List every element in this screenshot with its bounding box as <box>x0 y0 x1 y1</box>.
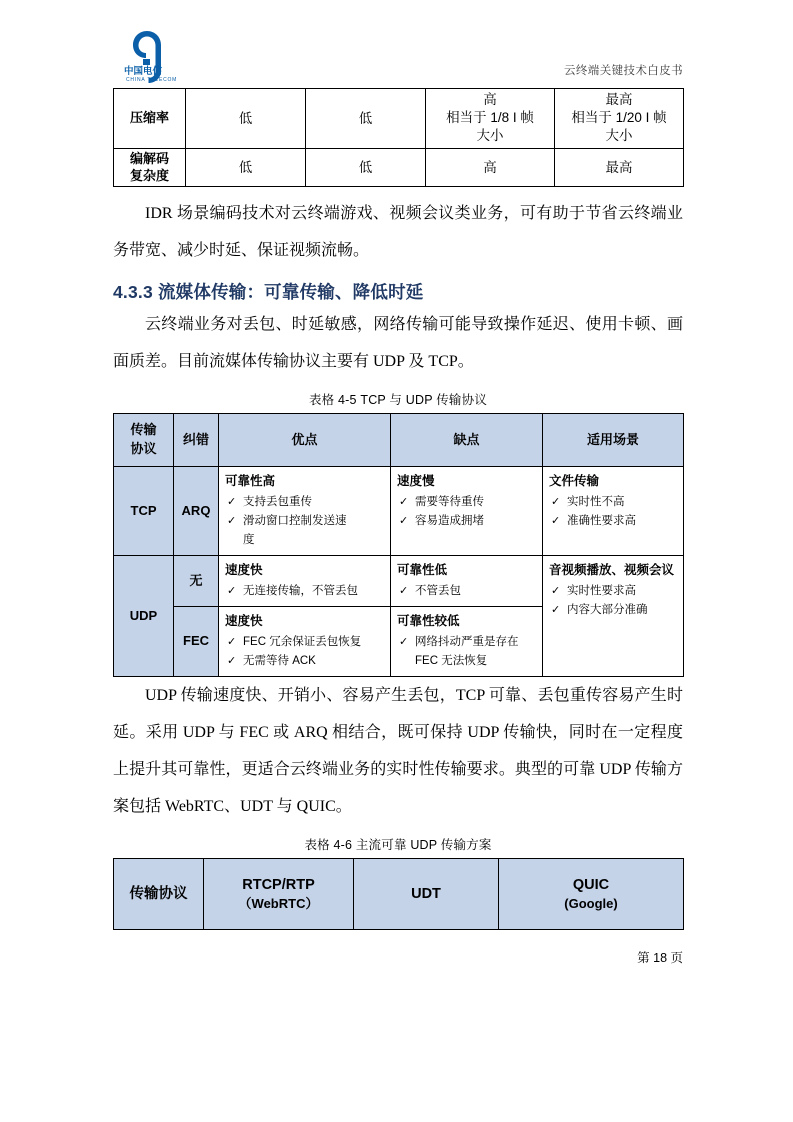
cell-compression-c2: 低 <box>306 89 426 149</box>
cell-compression-c3-line1: 高 <box>483 92 497 107</box>
col-header-correction: 纠错 <box>174 414 219 467</box>
list-item: ✓ 容易造成拥堵 <box>397 512 536 531</box>
section-heading-4-3-3: 4.3.3 流媒体传输：可靠传输、降低时延 <box>113 282 424 303</box>
table-row <box>114 89 684 149</box>
cell-tcp-scene-title: 文件传输 <box>549 474 600 489</box>
cell-tcp-pros <box>219 467 391 556</box>
china-telecom-logo-icon <box>117 28 193 84</box>
list-item: ✓ 需要等待重传 <box>397 493 536 512</box>
cell-udp-cons <box>391 556 543 607</box>
cell-fec-cons-title: 可靠性较低 <box>397 614 460 629</box>
cell-protocol-tcp: TCP <box>114 467 174 556</box>
col-header-protocol-line2: 协议 <box>130 441 157 457</box>
cell-udp-scene-title: 音视频播放、视频会议 <box>549 563 675 578</box>
row-label-transport-protocol: 传输协议 <box>114 859 204 930</box>
list-item: ✓ 不管丢包 <box>397 582 536 601</box>
list-item: ✓ 实时性要求高 <box>549 582 677 601</box>
cell-tcp-pros-title: 可靠性高 <box>225 474 276 489</box>
cell-correction-none: 无 <box>174 556 219 607</box>
list-item: FEC 无法恢复 <box>415 655 488 668</box>
cell-protocol-udp: UDP <box>114 556 174 677</box>
cell-codec-c3: 高 <box>426 148 555 187</box>
cell-rtcp-rtp-sub: （WebRTC） <box>238 896 319 912</box>
cell-quic-main: QUIC <box>572 877 610 894</box>
cell-udt <box>354 859 499 930</box>
header-title: 云终端关键技术白皮书 <box>564 65 683 77</box>
cell-quic-sub: (Google) <box>564 896 618 912</box>
row-label-codec-complexity <box>114 148 186 187</box>
cell-compression-c1: 低 <box>186 89 306 149</box>
cell-udp-scene-list <box>549 582 677 620</box>
svg-text:中国电信: 中国电信 <box>124 66 163 77</box>
cell-compression-c3-line3: 大小 <box>476 128 504 144</box>
cell-tcp-cons-title: 速度慢 <box>397 474 435 489</box>
cell-correction-fec: FEC <box>174 607 219 677</box>
list-item: ✓ 网络抖动严重是存在 <box>397 633 536 652</box>
table-reliable-udp <box>113 858 684 930</box>
cell-correction-arq: ARQ <box>174 467 219 556</box>
list-item: 度 <box>243 534 255 547</box>
col-header-cons: 缺点 <box>391 414 543 467</box>
table-tcp-udp <box>113 413 684 677</box>
table-row <box>114 148 684 187</box>
cell-tcp-pros-list <box>225 493 384 550</box>
cell-tcp-scene <box>543 467 684 556</box>
cell-fec-cons <box>391 607 543 677</box>
col-header-protocol <box>114 414 174 467</box>
cell-compression-c3 <box>426 89 555 149</box>
cell-compression-c4-line2: 相当于 1/20 I 帧 <box>571 110 667 126</box>
cell-codec-c4: 最高 <box>555 148 684 187</box>
cell-compression-c4-line1: 最高 <box>605 92 633 107</box>
col-header-scene: 适用场景 <box>543 414 684 467</box>
col-header-protocol-line1: 传输 <box>130 422 157 438</box>
list-item: ✓ 支持丢包重传 <box>225 493 384 512</box>
table-row <box>114 859 684 930</box>
list-item: ✓ 准确性要求高 <box>549 512 677 531</box>
cell-udp-pros-title: 速度快 <box>225 563 263 578</box>
cell-quic <box>499 859 684 930</box>
cell-udp-cons-title: 可靠性低 <box>397 563 448 578</box>
table-header-row <box>114 414 684 467</box>
paragraph-udp-tcp: UDP 传输速度快、开销小、容易产生丢包，TCP 可靠、丢包重传容易产生时延。采用 UDP 与 FEC 或 ARQ 相结合，既可保持 UDP 传输快，同时在一定程度上提升其可靠性，更适合云终端业务的实时性传输要求。典型的可靠 UDP 传输方案包括 WebRTC、UDT 与 QUIC。 <box>113 687 683 816</box>
row-label-compression-rate: 压缩率 <box>114 89 186 149</box>
cell-udp-pros <box>219 556 391 607</box>
cell-udp-scene <box>543 556 684 677</box>
cell-tcp-scene-list <box>549 493 677 531</box>
list-item: ✓ FEC 冗余保证丢包恢复 <box>225 633 384 652</box>
list-item: ✓ 无连接传输，不管丢包 <box>225 582 384 601</box>
table-caption-4-6: 表格 4-6 主流可靠 UDP 传输方案 <box>304 838 492 853</box>
cell-fec-pros-list <box>225 633 384 671</box>
page-footer <box>113 948 683 968</box>
col-header-pros: 优点 <box>219 414 391 467</box>
cell-tcp-cons-list <box>397 493 536 531</box>
cell-udp-cons-list <box>397 582 536 601</box>
table-row-udp-none <box>114 556 684 607</box>
cell-udp-pros-list <box>225 582 384 601</box>
paragraph-streaming: 云终端业务对丢包、时延敏感，网络传输可能导致操作延迟、使用卡顿、画面质差。目前流媒体传输协议主要有 UDP 及 TCP。 <box>113 316 683 371</box>
svg-text:CHINA TELECOM: CHINA TELECOM <box>126 77 178 83</box>
cell-fec-cons-list <box>397 633 536 671</box>
cell-rtcp-rtp-main: RTCP/RTP <box>242 877 315 894</box>
page-number: 第 18 页 <box>637 951 683 966</box>
table-compression <box>113 88 684 187</box>
list-item: ✓ 实时性不高 <box>549 493 677 512</box>
cell-codec-c2: 低 <box>306 148 426 187</box>
page-content <box>113 22 683 968</box>
cell-tcp-cons <box>391 467 543 556</box>
paragraph-idr: IDR 场景编码技术对云终端游戏、视频会议类业务，可有助于节省云终端业务带宽、减少时延、保证视频流畅。 <box>113 205 683 260</box>
list-item: ✓ 无需等待 ACK <box>225 652 384 671</box>
cell-codec-c1: 低 <box>186 148 306 187</box>
row-label-codec-complexity-line1: 编解码 <box>129 150 169 166</box>
cell-fec-pros <box>219 607 391 677</box>
cell-compression-c4 <box>555 89 684 149</box>
cell-rtcp-rtp <box>204 859 354 930</box>
cell-compression-c3-line2: 相当于 1/8 I 帧 <box>446 110 534 126</box>
cell-fec-pros-title: 速度快 <box>225 614 263 629</box>
table-caption-4-5: 表格 4-5 TCP 与 UDP 传输协议 <box>308 393 488 408</box>
table-row-tcp <box>114 467 684 556</box>
cell-compression-c4-line3: 大小 <box>605 128 633 144</box>
list-item: ✓ 滑动窗口控制发送速 <box>225 512 384 531</box>
list-item: ✓ 内容大部分准确 <box>549 601 677 620</box>
cell-udt-main: UDT <box>411 886 441 903</box>
row-label-codec-complexity-line2: 复杂度 <box>129 167 169 183</box>
document-header <box>113 22 683 84</box>
